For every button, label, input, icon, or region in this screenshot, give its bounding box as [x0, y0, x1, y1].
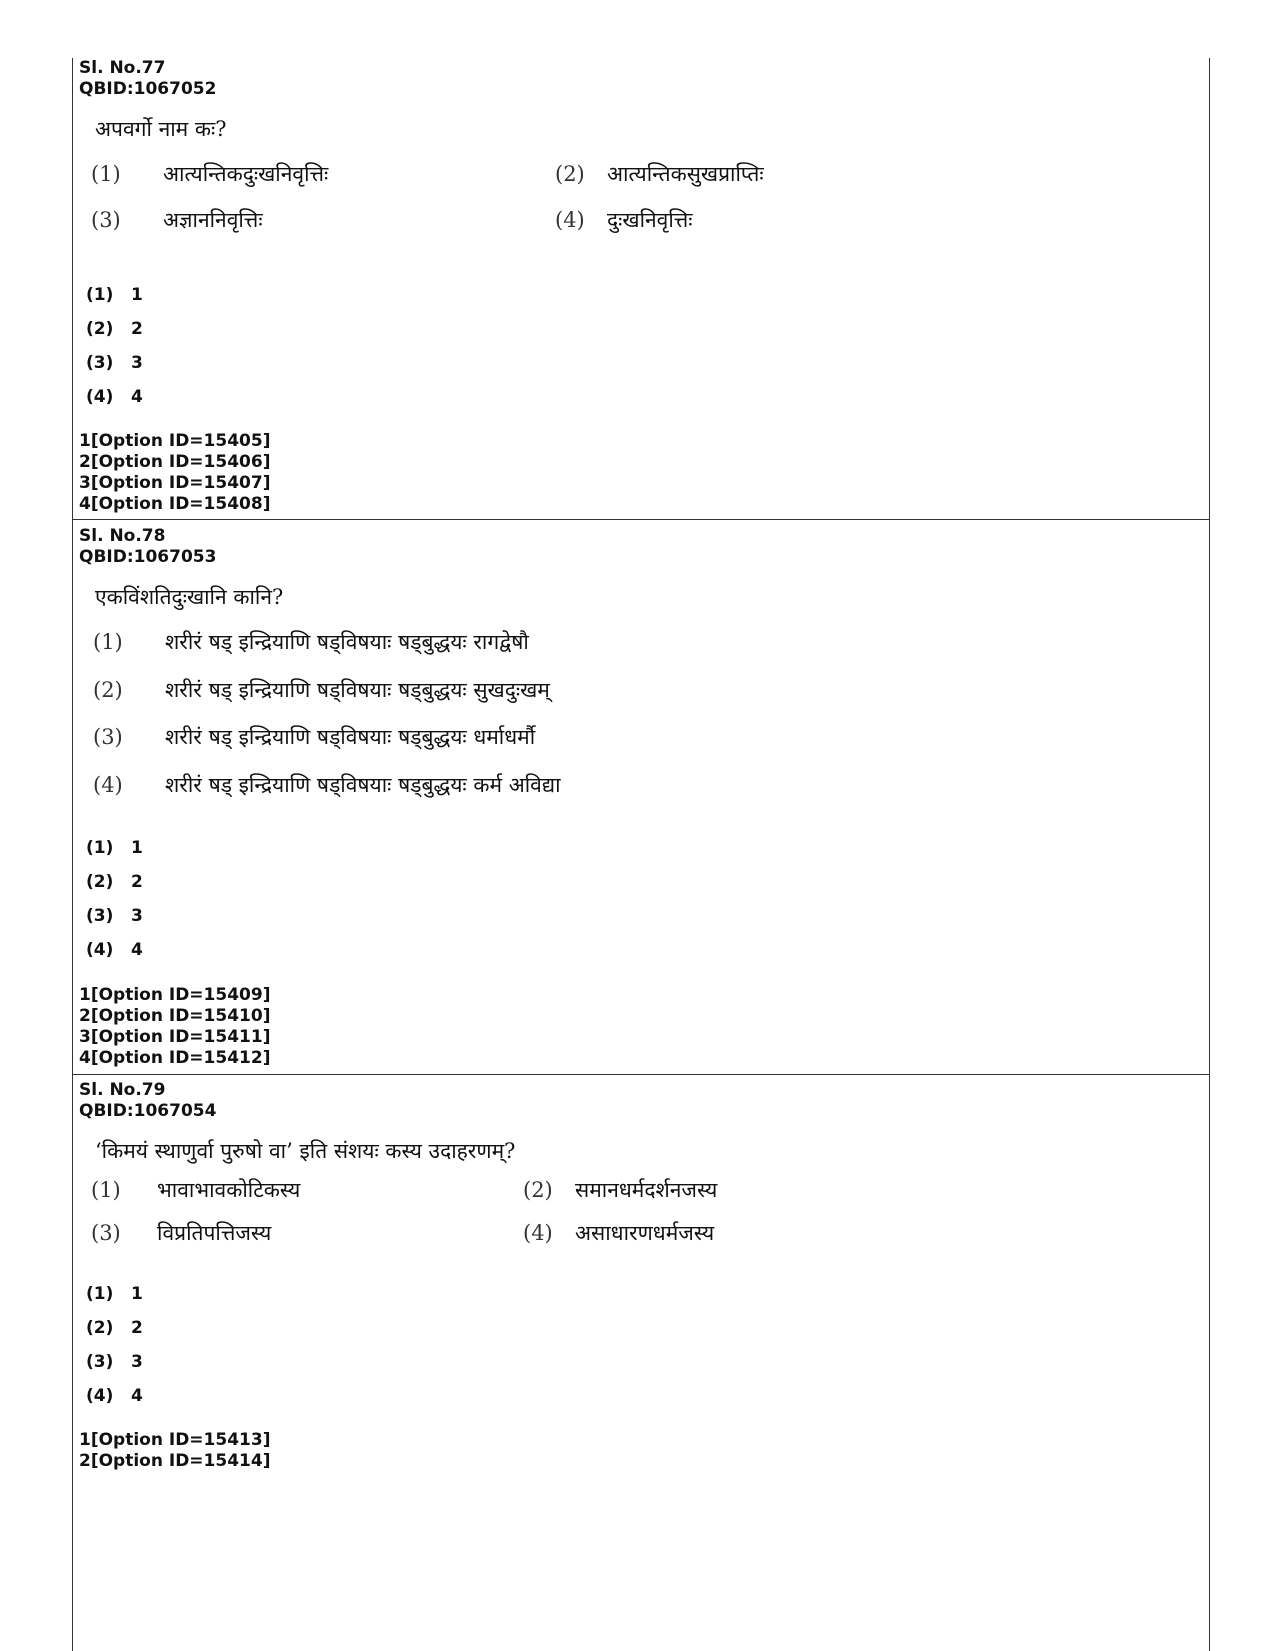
question-text: ‘किमयं स्थाणुर्वा पुरुषो वा’ इति संशयः कस्य उदाहरणम्?: [95, 1139, 516, 1163]
qbid: QBID:1067053: [79, 547, 217, 567]
answer-number: (1): [86, 838, 114, 858]
option-text: आत्यन्तिकदुःखनिवृत्तिः: [163, 162, 329, 186]
option-id: 2[Option ID=15406]: [79, 452, 271, 472]
option-number: (3): [91, 208, 121, 232]
option-text: भावाभावकोटिकस्य: [157, 1178, 301, 1202]
option-id: 4[Option ID=15412]: [79, 1048, 271, 1068]
answer-value: 1: [131, 1284, 143, 1304]
option-number: (3): [91, 1221, 121, 1245]
answer-list: [86, 278, 143, 414]
option-text: आत्यन्तिकसुखप्राप्तिः: [607, 162, 764, 186]
answer-value: 4: [131, 387, 143, 407]
option-text: शरीरं षड् इन्द्रियाणि षड्विषयाः षड्बुद्धयः सुखदुःखम्: [165, 678, 550, 702]
option-id: 4[Option ID=15408]: [79, 494, 271, 514]
answer-item: [86, 1277, 143, 1311]
option-number: (3): [93, 725, 123, 749]
answer-item: [86, 899, 143, 933]
answer-number: (1): [86, 285, 114, 305]
answer-item: [86, 278, 143, 312]
answer-value: 3: [131, 1352, 143, 1372]
answer-number: (2): [86, 872, 114, 892]
answer-item: [86, 380, 143, 414]
question-block: [79, 58, 1199, 514]
page-frame: [72, 58, 1210, 1651]
question-text: एकविंशतिदुःखानि कानि?: [95, 585, 284, 609]
option-id: 2[Option ID=15410]: [79, 1006, 271, 1026]
answer-value: 4: [131, 940, 143, 960]
option-item: [93, 723, 535, 751]
option-text: शरीरं षड् इन्द्रियाणि षड्विषयाः षड्बुद्धयः कर्म अविद्या: [165, 773, 561, 797]
question-block: [79, 1080, 1199, 1471]
answer-value: 1: [131, 285, 143, 305]
answer-item: [86, 346, 143, 380]
option-item: [91, 160, 328, 188]
answer-value: 3: [131, 906, 143, 926]
option-number: (2): [555, 162, 585, 186]
answer-value: 4: [131, 1386, 143, 1406]
option-item: [93, 628, 529, 656]
option-number: (4): [523, 1221, 553, 1245]
question-text: अपवर्गो नाम कः?: [95, 117, 227, 141]
option-id: 1[Option ID=15413]: [79, 1430, 271, 1450]
question-block: [79, 526, 1199, 1068]
answer-number: (1): [86, 1284, 114, 1304]
option-item: [93, 771, 561, 799]
answer-number: (2): [86, 1318, 114, 1338]
option-item: [91, 1219, 271, 1247]
option-text: दुःखनिवृत्तिः: [607, 208, 693, 232]
option-id: 3[Option ID=15407]: [79, 473, 271, 493]
option-number: (2): [523, 1178, 553, 1202]
option-id-list: [79, 985, 270, 1069]
option-number: (1): [93, 630, 123, 654]
option-item: [555, 206, 693, 234]
option-id: 2[Option ID=15414]: [79, 1451, 271, 1471]
answer-item: [86, 865, 143, 899]
option-number: (1): [91, 162, 121, 186]
option-number: (2): [93, 678, 123, 702]
option-text: अज्ञाननिवृत्तिः: [163, 208, 263, 232]
answer-item: [86, 1345, 143, 1379]
answer-value: 1: [131, 838, 143, 858]
answer-list: [86, 831, 143, 967]
option-text: विप्रतिपत्तिजस्य: [157, 1221, 272, 1245]
option-item: [91, 206, 263, 234]
answer-item: [86, 1311, 143, 1345]
serial-number: Sl. No.79: [79, 1080, 166, 1100]
option-number: (1): [91, 1178, 121, 1202]
answer-number: (3): [86, 906, 114, 926]
serial-number: Sl. No.78: [79, 526, 166, 546]
answer-value: 3: [131, 353, 143, 373]
answer-value: 2: [131, 319, 143, 339]
option-item: [523, 1176, 717, 1204]
qbid: QBID:1067052: [79, 79, 217, 99]
qbid: QBID:1067054: [79, 1101, 217, 1121]
option-id: 1[Option ID=15409]: [79, 985, 271, 1005]
option-item: [91, 1176, 300, 1204]
option-item: [93, 676, 550, 704]
option-text: असाधारणधर्मजस्य: [575, 1221, 715, 1245]
option-text: शरीरं षड् इन्द्रियाणि षड्विषयाः षड्बुद्धयः रागद्वेषौ: [165, 630, 529, 654]
answer-number: (4): [86, 1386, 114, 1406]
answer-list: [86, 1277, 143, 1413]
answer-number: (3): [86, 1352, 114, 1372]
option-text: समानधर्मदर्शनजस्य: [575, 1178, 718, 1202]
option-item: [555, 160, 764, 188]
option-number: (4): [93, 773, 123, 797]
answer-value: 2: [131, 1318, 143, 1338]
answer-item: [86, 831, 143, 865]
serial-number: Sl. No.77: [79, 58, 166, 78]
answer-number: (4): [86, 387, 114, 407]
answer-number: (3): [86, 353, 114, 373]
option-id-list: [79, 431, 270, 515]
option-number: (4): [555, 208, 585, 232]
answer-item: [86, 1379, 143, 1413]
option-id-list: [79, 1430, 270, 1472]
answer-item: [86, 312, 143, 346]
answer-number: (4): [86, 940, 114, 960]
option-id: 3[Option ID=15411]: [79, 1027, 271, 1047]
option-item: [523, 1219, 714, 1247]
option-id: 1[Option ID=15405]: [79, 431, 271, 451]
question-divider: [72, 1074, 1209, 1075]
answer-value: 2: [131, 872, 143, 892]
answer-number: (2): [86, 319, 114, 339]
question-divider: [72, 519, 1209, 520]
answer-item: [86, 933, 143, 967]
option-text: शरीरं षड् इन्द्रियाणि षड्विषयाः षड्बुद्धयः धर्माधर्मौ: [165, 725, 536, 749]
